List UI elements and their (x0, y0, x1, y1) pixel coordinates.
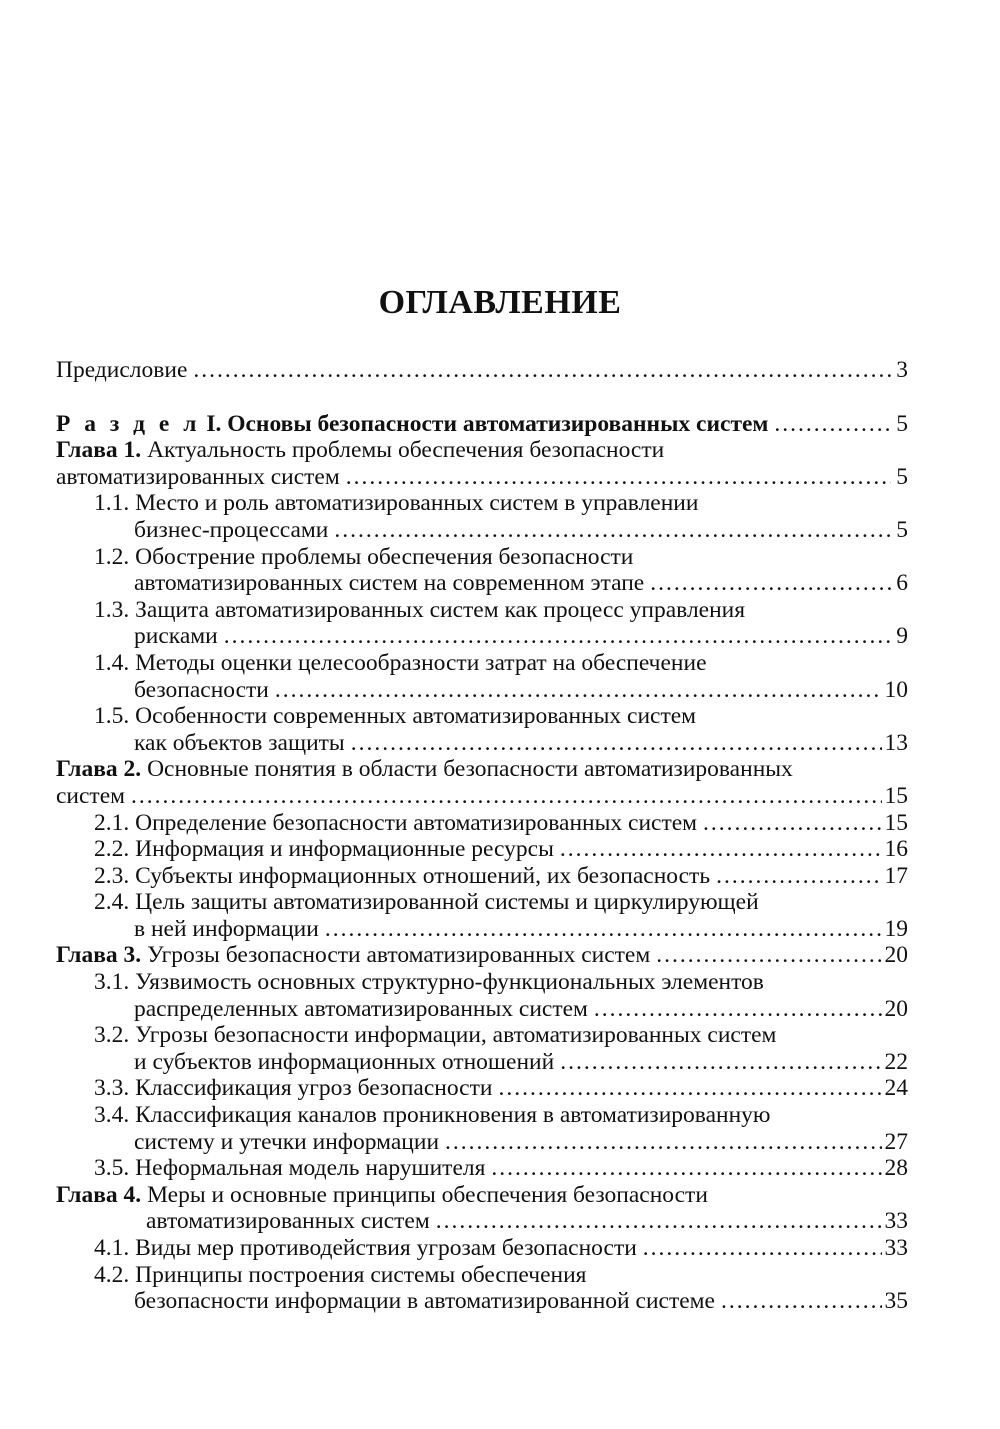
toc-entry[interactable] (56, 1102, 908, 1155)
page-number: 5 (896, 463, 908, 490)
leader-dots (436, 1208, 882, 1235)
toc-entry-text (94, 544, 633, 570)
page-number: 35 (884, 1288, 908, 1315)
toc-entry-text (134, 677, 269, 704)
table-of-contents (56, 357, 908, 1315)
leader-dots (643, 1235, 882, 1262)
leader-dots (721, 1288, 882, 1315)
toc-entry-title: систему и утечки информации (134, 1128, 440, 1155)
toc-entry-final-line (56, 464, 908, 491)
toc-entry-title: автоматизированных систем (56, 463, 340, 490)
toc-entry[interactable] (56, 889, 908, 942)
toc-entry-title: и субъектов информационных отношений (134, 1048, 555, 1075)
toc-entry-final-line (94, 677, 908, 704)
toc-entry-text (94, 597, 745, 623)
page-number: 17 (884, 862, 908, 889)
toc-entry-text (56, 1182, 708, 1208)
toc-entry-title: 1.4. Методы оценки целесообразности затрат на обеспечение (94, 649, 707, 676)
toc-entry-text (134, 1288, 715, 1315)
toc-entry-text (56, 783, 125, 810)
toc-entry[interactable] (56, 597, 908, 650)
toc-entry-line (94, 703, 908, 730)
page-number: 22 (884, 1048, 908, 1075)
toc-entry-title: 2.2. Информация и информационные ресурсы (94, 836, 554, 863)
toc-entry[interactable] (56, 1155, 908, 1182)
toc-entry-final-line (94, 1288, 908, 1315)
toc-entry[interactable] (56, 357, 908, 384)
toc-entry-final-line (94, 996, 908, 1023)
leader-dots (131, 783, 881, 810)
leader-dots (594, 996, 882, 1023)
toc-entry[interactable] (56, 650, 908, 703)
toc-entry-line (94, 544, 908, 571)
toc-entry-text (134, 996, 588, 1023)
toc-entry-line (94, 1262, 908, 1289)
toc-entry[interactable] (56, 1022, 908, 1075)
toc-entry-text (94, 863, 710, 890)
toc-entry-final-line (94, 517, 908, 544)
toc-entry-line (56, 756, 908, 783)
toc-entry-title: Основные понятия в области безопасности автоматизированных (141, 756, 793, 783)
toc-entry-line (94, 889, 908, 916)
toc-entry-title: Меры и основные принципы обеспечения безопасности (141, 1181, 708, 1208)
page-number: 33 (884, 1235, 908, 1261)
leader-dots (346, 464, 891, 491)
toc-entry-title: автоматизированных систем на современном этапе (134, 570, 645, 597)
toc-entry-final-line (94, 1129, 908, 1156)
toc-entry-title: Актуальность проблемы обеспечения безопасности (141, 437, 665, 464)
toc-entry-text (134, 570, 644, 597)
toc-entry-label: Р а з д е л (56, 410, 201, 437)
toc-entry-text (94, 490, 698, 516)
toc-entry-text (94, 889, 759, 915)
page-number: 27 (884, 1128, 908, 1155)
toc-entry[interactable] (56, 1182, 908, 1235)
toc-entry-final-line (94, 836, 908, 863)
toc-entry-title: Предисловие (56, 357, 188, 383)
leader-dots (193, 357, 891, 384)
toc-entry-text (134, 623, 218, 650)
toc-entry-final-line (94, 570, 908, 597)
toc-entry-line (56, 437, 908, 464)
toc-entry-text (134, 730, 345, 757)
toc-entry-text (56, 411, 768, 438)
toc-entry[interactable] (56, 411, 908, 438)
toc-entry-final-line (94, 916, 908, 943)
toc-entry[interactable] (56, 969, 908, 1022)
leader-dots (325, 916, 882, 943)
toc-entry-final-line (94, 1049, 908, 1076)
toc-entry-text (94, 650, 707, 676)
toc-entry-text (146, 1208, 430, 1235)
page-number: 5 (896, 516, 908, 543)
toc-entry-text (134, 1049, 554, 1076)
toc-entry-text (94, 703, 696, 729)
toc-entry-line (94, 1102, 908, 1129)
toc-entry-title: Угрозы безопасности автоматизированных систем (141, 942, 651, 969)
toc-entry-text (56, 756, 793, 782)
toc-entry-title: 1.3. Защита автоматизированных систем как процесс управления (94, 596, 746, 623)
toc-entry-label: Глава 4. (56, 1181, 142, 1208)
toc-entry-final-line (94, 1235, 908, 1262)
toc-entry-text (134, 916, 319, 943)
page-number: 20 (884, 995, 908, 1022)
toc-entry-title: 1.5. Особенности современных автоматизированных систем (94, 703, 697, 730)
toc-entry-label: Глава 3. (56, 942, 142, 969)
toc-entry-text (56, 437, 664, 463)
leader-dots (650, 570, 891, 597)
leader-dots (334, 517, 891, 544)
toc-entry-text (94, 1235, 637, 1262)
page-number: 10 (884, 676, 908, 703)
toc-entry[interactable] (56, 756, 908, 809)
toc-entry-title: систем (56, 782, 126, 809)
toc-entry[interactable] (56, 836, 908, 863)
toc-entry-final-line (94, 1075, 908, 1102)
toc-entry-final-line (56, 783, 908, 810)
toc-entry-title: 2.3. Субъекты информационных отношений, их безопасность (94, 862, 711, 889)
toc-entry-title: автоматизированных систем (146, 1208, 430, 1235)
toc-entry-title: рисками (134, 623, 218, 650)
toc-entry[interactable] (56, 544, 908, 597)
leader-dots (560, 1049, 881, 1076)
toc-entry[interactable] (56, 703, 908, 756)
page-number: 15 (884, 809, 908, 836)
page-number: 3 (896, 357, 908, 383)
toc-entry-text (94, 1155, 485, 1182)
toc-entry-line (94, 490, 908, 517)
toc-entry-line (94, 1022, 908, 1049)
toc-entry-final-line (56, 357, 908, 384)
toc-entry-title: 1.1. Место и роль автоматизированных систем в управлении (94, 490, 699, 517)
page-number: 6 (896, 570, 908, 597)
toc-entry-text (94, 1262, 587, 1288)
toc-entry-text (94, 836, 554, 863)
toc-entry-final-line (56, 942, 908, 969)
toc-entry-title: распределенных автоматизированных систем (134, 995, 588, 1022)
leader-dots (498, 1075, 881, 1102)
toc-entry-line (94, 650, 908, 677)
toc-entry-title: бизнес-процессами (134, 516, 329, 543)
toc-entry-title: 3.3. Классификация угроз безопасности (94, 1075, 493, 1102)
page-number: 13 (884, 729, 908, 756)
leader-dots (275, 677, 882, 704)
page-number: 15 (884, 782, 908, 809)
leader-dots (224, 623, 891, 650)
toc-entry-line (94, 597, 908, 624)
toc-entry-text (56, 942, 650, 969)
toc-entry[interactable] (56, 942, 908, 969)
page-number: 5 (896, 410, 908, 437)
toc-entry-text (56, 357, 187, 384)
toc-entry-title: в ней информации (134, 915, 319, 942)
leader-dots (491, 1155, 881, 1182)
page-number: 9 (896, 623, 908, 650)
toc-entry-title: безопасности информации в автоматизированной системе (134, 1288, 715, 1315)
toc-entry-label: Глава 1. (56, 437, 142, 464)
toc-entry[interactable] (56, 1075, 908, 1102)
toc-entry-text (94, 1102, 770, 1128)
toc-entry[interactable] (56, 863, 908, 890)
toc-entry-final-line (56, 411, 908, 438)
toc-entry-text (94, 810, 697, 837)
toc-entry-line (56, 1182, 908, 1209)
toc-entry-final-line (94, 1155, 908, 1182)
toc-entry-title: 4.2. Принципы построения системы обеспечения (94, 1261, 587, 1288)
toc-entry-label: Глава 2. (56, 756, 142, 783)
page-number: 16 (884, 836, 908, 863)
page-number: 24 (884, 1075, 908, 1102)
toc-entry[interactable] (56, 810, 908, 837)
page-title: ОГЛАВЛЕНИЕ (378, 284, 622, 321)
toc-entry[interactable] (56, 1262, 908, 1315)
toc-entry-title: 3.2. Угрозы безопасности информации, автоматизированных систем (94, 1022, 777, 1049)
toc-entry-final-line (94, 863, 908, 890)
page-number: 20 (884, 942, 908, 969)
toc-entry-title: I. Основы безопасности автоматизированных систем (200, 410, 769, 437)
toc-entry-line (94, 969, 908, 996)
toc-entry-text (56, 464, 340, 491)
toc-entry-text (94, 969, 764, 995)
toc-entry[interactable] (56, 1235, 908, 1262)
toc-entry-text (94, 1075, 492, 1102)
leader-dots (445, 1129, 881, 1156)
toc-entry-final-line (56, 1208, 908, 1235)
page-number: 33 (884, 1208, 908, 1235)
toc-entry-text (134, 1129, 439, 1156)
toc-entry-text (134, 517, 328, 544)
leader-dots (716, 863, 881, 890)
toc-entry-title: 3.1. Уязвимость основных структурно-функциональных элементов (94, 969, 764, 996)
toc-entry-title: 1.2. Обострение проблемы обеспечения безопасности (94, 543, 634, 570)
toc-entry-title: 3.4. Классификация каналов проникновения в автоматизированную (94, 1102, 771, 1129)
page-number: 28 (884, 1155, 908, 1182)
toc-entry-final-line (94, 623, 908, 650)
toc-entry-text (94, 1022, 776, 1048)
leader-dots (703, 810, 881, 837)
toc-entry-title: как объектов защиты (134, 729, 345, 756)
leader-dots (560, 836, 882, 863)
toc-entry-title: 3.5. Неформальная модель нарушителя (94, 1155, 486, 1182)
toc-entry-title: 2.1. Определение безопасности автоматизированных систем (94, 809, 698, 836)
toc-entry[interactable] (56, 437, 908, 490)
toc-entry-title: 4.1. Виды мер противодействия угрозам безопасности (94, 1235, 637, 1261)
leader-dots (351, 730, 882, 757)
toc-entry-final-line (94, 810, 908, 837)
toc-entry-title: безопасности (134, 676, 269, 703)
toc-entry[interactable] (56, 490, 908, 543)
page-number: 19 (884, 915, 908, 942)
leader-dots (656, 942, 881, 969)
toc-entry-title: 2.4. Цель защиты автоматизированной системы и циркулирующей (94, 889, 759, 916)
leader-dots (774, 411, 891, 438)
toc-entry-final-line (94, 730, 908, 757)
